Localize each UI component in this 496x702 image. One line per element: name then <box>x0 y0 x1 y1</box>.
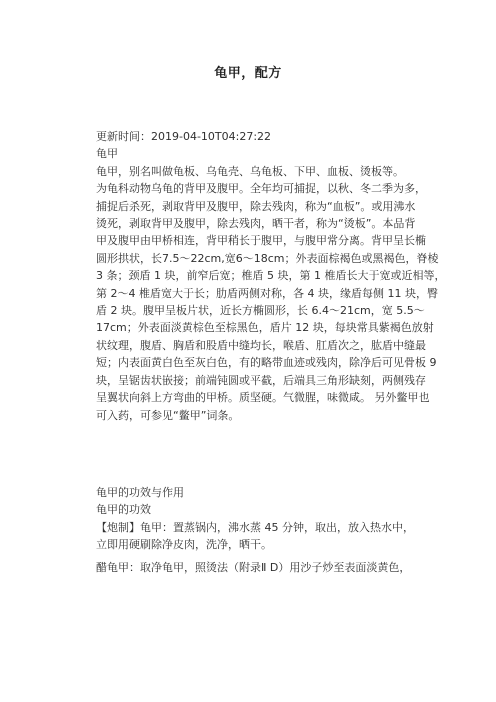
paragraph-line: 为龟科动物乌龟的背甲及腹甲。全年均可捕捉，以秋、冬二季为多， <box>96 182 426 196</box>
paragraph-line: 甲及腹甲由甲桥相连，背甲稍长于腹甲，与腹甲常分离。背甲呈长椭 <box>96 234 426 248</box>
paragraph-line: 龟甲，别名叫做龟板、乌龟壳、乌龟板、下甲、血板、烫板等。 <box>96 164 404 178</box>
paragraph-line: 呈翼状向斜上方弯曲的甲桥。质坚硬。气微腥，味微咸。 另外鳖甲也 <box>96 391 430 405</box>
paragraph-line: 3 条；颈盾 1 块，前窄后宽；椎盾 5 块，第 1 椎盾长大于宽或近相等， <box>96 269 446 283</box>
paragraph-line: 短；内表面黄白色至灰白色，有的略带血迹或残肉，除净后可见骨板 9 <box>96 356 437 370</box>
section-gap <box>96 424 400 484</box>
heading-effects-and-uses: 龟甲的功效与作用 <box>96 485 184 499</box>
paragraph-line: 烫死，剥取背甲及腹甲，除去残肉，晒干者，称为“烫板”。本品背 <box>96 217 416 231</box>
paragraph-line: 17cm；外表面淡黄棕色至棕黑色，盾片 12 块，每块常具紫褐色放射 <box>96 321 434 335</box>
paragraph-line: 可入药，可参见“鳖甲”词条。 <box>96 408 240 422</box>
paragraph-line: 捕捉后杀死，剥取背甲及腹甲，除去残肉，称为“血板”。或用沸水 <box>96 199 416 213</box>
document-body <box>96 128 446 576</box>
heading-effects: 龟甲的功效 <box>96 503 151 517</box>
paragraph-line: 醋龟甲：取净龟甲，照烫法（附录Ⅱ D）用沙子炒至表面淡黄色， <box>96 560 411 574</box>
paragraph-line: 状纹理，腹盾、胸盾和股盾中缝均长，喉盾、肛盾次之，肱盾中缝最 <box>96 338 426 352</box>
paragraph-vinegar <box>96 559 411 576</box>
paragraph-line: 圆形拱状，长7.5～22cm,宽6～18cm；外表面棕褐色或黑褐色，脊棱 <box>96 251 439 265</box>
paragraph-description <box>96 163 446 424</box>
document-title: 龟甲，配方 <box>214 66 282 81</box>
paragraph-processing <box>96 519 414 554</box>
section-title: 龟甲 <box>96 147 118 161</box>
paragraph-line: 盾 2 块。腹甲呈板片状，近长方椭圆形，长 6.4～21cm，宽 5.5～ <box>96 304 425 318</box>
paragraph-line: 立即用硬刷除净皮肉，洗净，晒干。 <box>96 538 272 552</box>
paragraph-line: 第 2～4 椎盾宽大于长；肋盾两侧对称，各 4 块，缘盾每侧 11 块，臀 <box>96 286 438 300</box>
paragraph-line: 块，呈锯齿状嵌接；前端钝圆或平截，后端具三角形缺刻，两侧残存 <box>96 373 426 387</box>
update-time: 更新时间：2019-04-10T04:27:22 <box>96 130 272 143</box>
paragraph-line: 【炮制】龟甲：置蒸锅内，沸水蒸 45 分钟，取出，放入热水中， <box>96 520 414 534</box>
